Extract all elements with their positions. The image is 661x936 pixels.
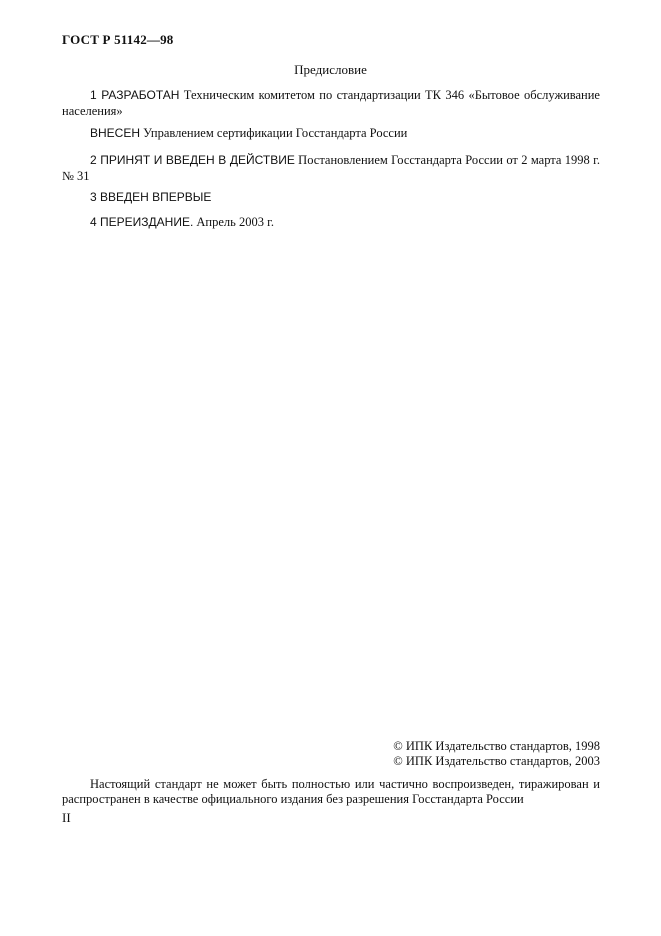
preface-item-5-text: Апрель 2003 г. [193,215,274,229]
reproduction-notice-text: Настоящий стандарт не может быть полностью или частично воспроизведен, тиражирован и распространен в качестве официального издания без разрешения Госстандарта России [62,777,600,806]
copyright-block [393,739,600,769]
preface-item-2-text: Управлением сертификации Госстандарта России [140,126,408,140]
preface-item-1-lead: 1 РАЗРАБОТАН [90,88,180,102]
page-number: II [62,810,71,825]
copyright-line-1998: © ИПК Издательство стандартов, 1998 [393,739,600,753]
preface-item-5 [62,214,600,230]
preface-item-4 [62,189,600,205]
preface-item-3-text: Постановлением Госстандарта России от 2 марта 1998 г. № 31 [62,153,600,183]
preface-item-2-lead: ВНЕСЕН [90,126,141,140]
copyright-line-2003: © ИПК Издательство стандартов, 2003 [393,754,600,768]
preface-item-3-lead: 2 ПРИНЯТ И ВВЕДЕН В ДЕЙСТВИЕ [90,153,295,167]
preface-item-2 [62,125,600,141]
preface-item-5-lead: 4 ПЕРЕИЗДАНИЕ. [90,215,194,229]
preface-title: Предисловие [294,62,367,77]
preface-item-1-text: Техническим комитетом по стандартизации ТК 346 «Бытовое обслуживание населения» [62,88,600,118]
preface-item-4-lead: 3 ВВЕДЕН ВПЕРВЫЕ [90,190,212,204]
reproduction-notice [62,777,600,807]
preface-item-3 [62,152,600,184]
preface-item-1 [62,87,600,119]
standard-code-header: ГОСТ Р 51142—98 [62,32,174,47]
